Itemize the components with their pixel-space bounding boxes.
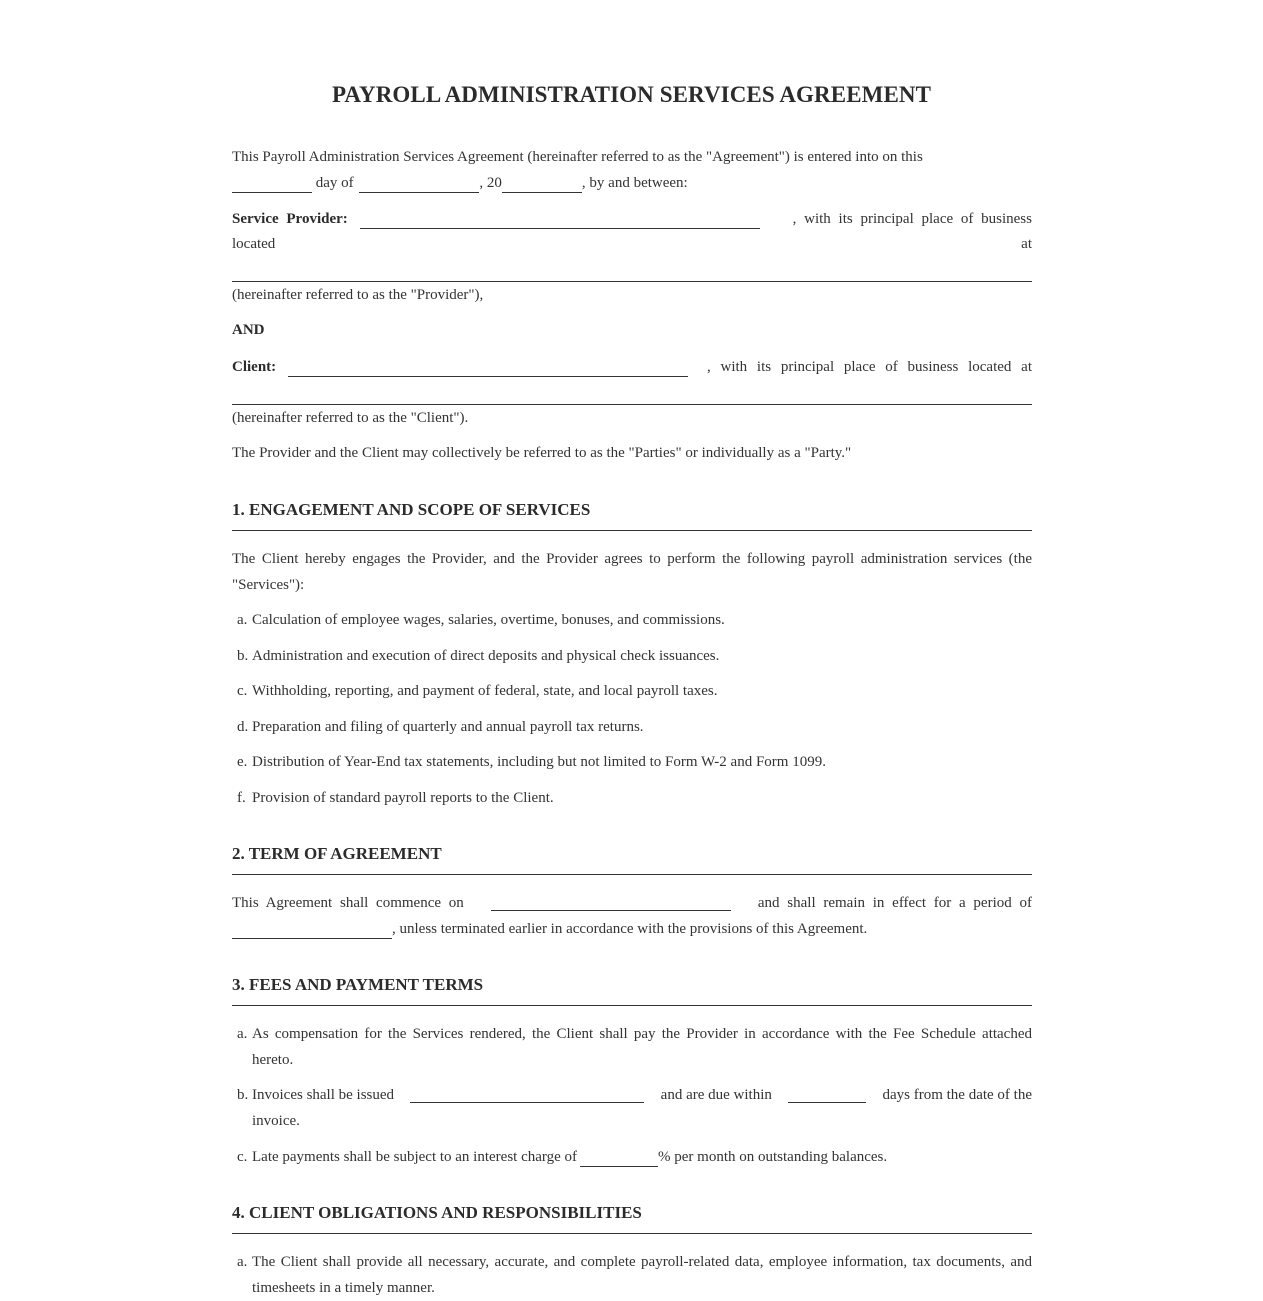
provider-line-1 [232, 206, 1032, 232]
and-label: AND [232, 322, 265, 338]
invoice-part1: Invoices shall be issued [252, 1087, 395, 1103]
year-blank[interactable] [502, 172, 582, 193]
provider-located-text: located [232, 236, 276, 252]
section2-heading: 2. TERM OF AGREEMENT [232, 844, 442, 863]
section1-intro: The Client hereby engages the Provider, and the Provider agrees to perform the following payroll administration services (the "Services"): [232, 551, 1032, 593]
list-marker: c. [237, 683, 248, 699]
term-part2: and shall remain in effect for a period of [757, 895, 1032, 911]
day-blank[interactable] [232, 172, 312, 193]
late-part2: % per month on outstanding balances. [658, 1149, 888, 1165]
provider-hereinafter: (hereinafter referred to as the "Provider"), [232, 287, 484, 303]
term-line-2 [232, 916, 1032, 942]
client-after-blank: , with its principal place of business located at [706, 359, 1032, 375]
late-part1: Late payments shall be subject to an interest charge of [252, 1149, 578, 1165]
list-marker: b. [237, 648, 249, 664]
client-hereinafter: (hereinafter referred to as the "Client"). [232, 410, 469, 426]
section3-divider [232, 1005, 1032, 1006]
client-label: Client: [232, 359, 277, 375]
section1-heading: 1. ENGAGEMENT AND SCOPE OF SERVICES [232, 500, 591, 519]
term-period-blank[interactable] [232, 918, 392, 939]
list-marker: d. [237, 719, 249, 735]
due-days-blank[interactable] [788, 1082, 866, 1103]
provider-at-text: at [1021, 236, 1032, 252]
intro-line-1: This Payroll Administration Services Agreement (hereinafter referred to as the "Agreement") is entered into on this [232, 149, 923, 165]
list-item-text: Provision of standard payroll reports to the Client. [252, 790, 554, 806]
term-part1: This Agreement shall commence on [232, 895, 464, 911]
intro-line-2 [232, 170, 1032, 196]
term-part3: , unless terminated earlier in accordance with the provisions of this Agreement. [392, 921, 868, 937]
invoice-frequency-blank[interactable] [410, 1082, 644, 1103]
provider-name-blank[interactable] [360, 208, 760, 229]
list-item-text: Preparation and filing of quarterly and annual payroll tax returns. [252, 719, 644, 735]
client-line-1 [232, 354, 1032, 380]
invoice-part4: invoice. [252, 1113, 300, 1129]
list-item-text: Distribution of Year-End tax statements, including but not limited to Form W-2 and Form 1099. [252, 754, 826, 770]
month-blank[interactable] [359, 172, 479, 193]
list-marker: c. [237, 1149, 248, 1165]
section2-divider [232, 874, 1032, 875]
invoice-part2: and are due within [660, 1087, 772, 1103]
provider-after-blank: , with its principal place of business [792, 211, 1032, 227]
section4-divider [232, 1233, 1032, 1234]
document-title: PAYROLL ADMINISTRATION SERVICES AGREEMENT [331, 82, 932, 107]
section4-heading: 4. CLIENT OBLIGATIONS AND RESPONSIBILITIES [232, 1203, 642, 1222]
provider-line-2 [232, 231, 1032, 257]
parties-text: The Provider and the Client may collectively be referred to as the "Parties" or individually as a "Party." [232, 445, 852, 461]
list-item-text: Administration and execution of direct deposits and physical check issuances. [252, 648, 720, 664]
list-marker: a. [237, 612, 248, 628]
section1-divider [232, 530, 1032, 531]
section3-heading: 3. FEES AND PAYMENT TERMS [232, 975, 484, 994]
list-marker: e. [237, 754, 248, 770]
client-name-blank[interactable] [288, 356, 688, 377]
list-item-text: Calculation of employee wages, salaries, overtime, bonuses, and commissions. [252, 612, 725, 628]
provider-label: Service Provider: [232, 211, 348, 227]
list-item-text: The Client shall provide all necessary, accurate, and complete payroll-related data, employee information, tax documents, and timesheets in a timely manner. [252, 1254, 1032, 1296]
list-item-text: As compensation for the Services rendered, the Client shall pay the Provider in accordance with the Fee Schedule attached hereto. [252, 1026, 1032, 1068]
day-of-text: day of [315, 175, 354, 191]
term-line-1 [232, 890, 1032, 916]
list-marker: a. [237, 1254, 248, 1270]
interest-rate-blank[interactable] [580, 1146, 658, 1167]
by-and-between-text: , by and between: [581, 175, 688, 191]
list-marker: b. [237, 1087, 249, 1103]
list-item-text [252, 1082, 1032, 1134]
list-marker: a. [237, 1026, 248, 1042]
commence-date-blank[interactable] [491, 890, 731, 911]
invoice-part3: days from the date of the [882, 1087, 1032, 1103]
list-item-text: Withholding, reporting, and payment of federal, state, and local payroll taxes. [252, 683, 718, 699]
year-prefix-text: , 20 [479, 175, 502, 191]
list-item-text [252, 1144, 1032, 1170]
list-marker: f. [237, 790, 246, 806]
